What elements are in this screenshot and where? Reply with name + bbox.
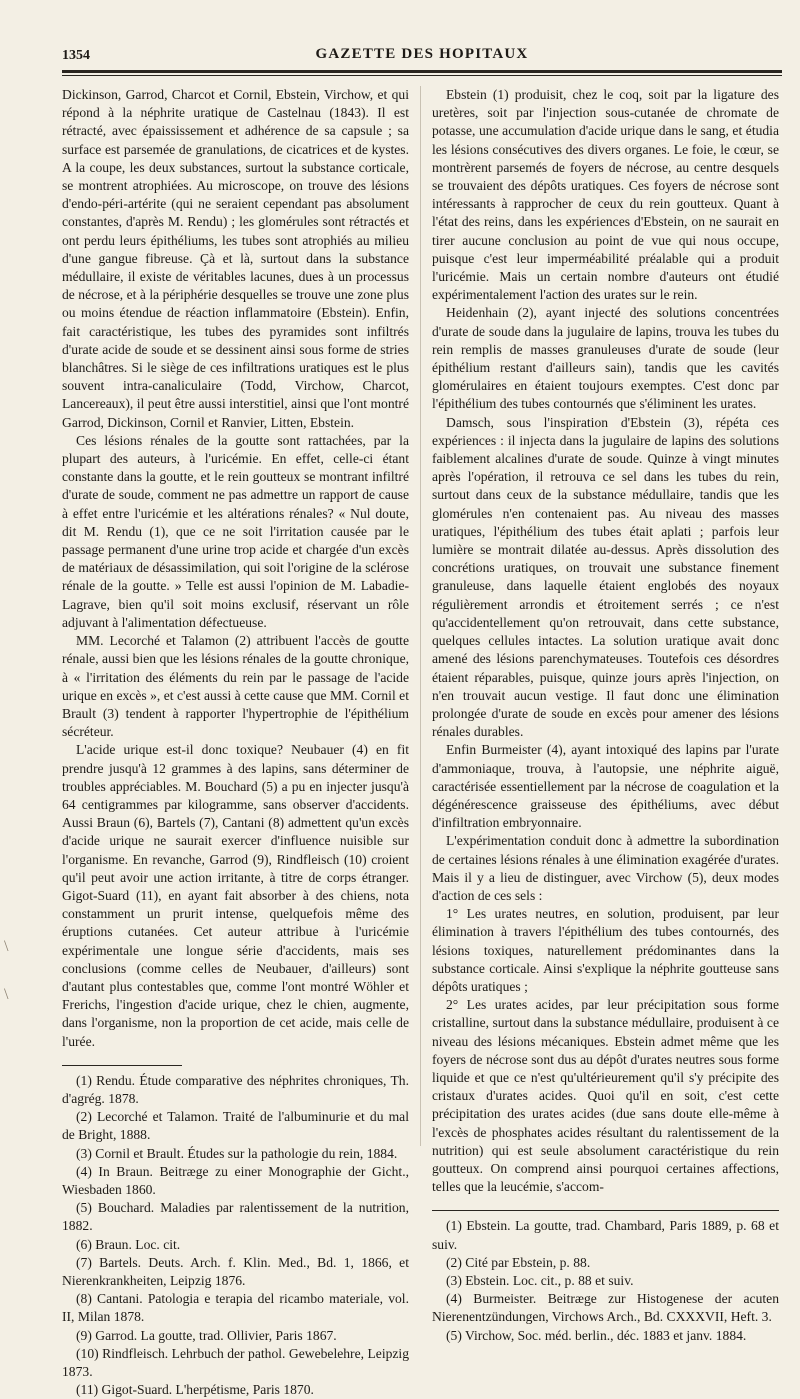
paragraph: Dickinson, Garrod, Charcot et Cornil, Ebstein, Virchow, et qui répond à la néphrite uratique de Castelnau (1843). Il est rétracté, avec épaississement et adhérence de sa capsule ; sa surface est parsemée de granulations, de cicatrices et de kystes. A la coupe, les deux substances, surtout la substance corticale, se montrent atrophiées. Au microscope, on trouve des lésions d'endo-péri-artérite (qui ne seraient cependant pas absolument constantes, d'après M. Rendu) ; les glomérules sont rétractés et ont perdu leurs épithéliums, les tubes sont atrophiés au milieu d'une gangue fibreuse. Çà et là, surtout dans la substance médullaire, il existe de véritables lacunes, dues à un processus de nécrose, et à la périphérie desquelles se trouve une zone plus ou moins étendue de réaction inflammatoire (Ebstein). Enfin, fait caractéristique, les tubes des pyramides sont infiltrés d'urate acide de soude et se dessinent ainsi sous forme de stries blanchâtres. Si le siège de ces infiltrations uratiques est le plus souvent intra-canaliculaire (Todd, Virchow, Charcot, Lancereaux), il peut être aussi interstitiel, ainsi que l'ont montré Garrod, Dickinson, Cornil et Ranvier, Litten, Ebstein.: [62, 87, 409, 430]
paragraph: Heidenhain (2), ayant injecté des solutions concentrées d'urate de soude dans la jugulaire de lapins, trouva les tubes du rein remplis de masses granuleuses d'urate de soude (leur épithélium restant d'ailleurs sain), tandis que les cavités glomérulaires en étaient toujours exemptes. C'est donc par l'épithélium des tubes contournés que s'éliminent les urates.: [432, 305, 779, 412]
paragraph: Enfin Burmeister (4), ayant intoxiqué des lapins par l'urate d'ammoniaque, trouva, à l'autopsie, une néphrite aiguë, caractérisée essentiellement par la nécrose de coagulation et la dégénérescence graisseuse des épithéliums, avec début d'infiltration embryonnaire.: [432, 742, 779, 831]
paragraph: Ebstein (1) produisit, chez le coq, soit par la ligature des uretères, soit par l'injection sous-cutanée de chromate de potasse, une accumulation d'acide urique dans le sang, et étudia les lésions consécutives des divers organes. Le foie, le cœur, se montrèrent parsemés de foyers de nécrose, au centre desquels se trouvaient des dépôts uratiques. Ces foyers de nécrose sont intéressants à rapprocher de ceux du rein goutteux. Quant à l'état des reins, dans les expériences d'Ebstein, on ne saurait en tirer aucune conclusion au point de vue qui nous occupe, puisque c'est leur imperméabilité préalable qui a produit l'uricémie. Mais un certain nombre d'auteurs ont étudié expérimentalement l'action des urates sur le rein.: [432, 87, 779, 303]
running-title: GAZETTE DES HOPITAUX: [315, 46, 529, 62]
paragraph: 1° Les urates neutres, en solution, produisent, par leur élimination à travers l'épithélium des tubes contournés, des lésions toxiques, naturellement prédominantes dans la substance corticale. Ainsi s'explique la néphrite goutteuse sans dépôts uratiques ;: [432, 906, 779, 994]
footnote: (11) Gigot-Suard. L'herpétisme, Paris 1870.: [76, 1382, 314, 1398]
left-column: [62, 86, 409, 1399]
footnote: (4) In Braun. Beitræge zu einer Monographie der Gicht., Wiesbaden 1860.: [62, 1163, 409, 1197]
footnote: (5) Virchow, Soc. méd. berlin., déc. 1883 et janv. 1884.: [446, 1327, 747, 1343]
page-number: 1354: [62, 48, 90, 63]
footnote: (6) Braun. Loc. cit.: [76, 1236, 181, 1252]
page-header: [62, 44, 782, 66]
footnote: (8) Cantani. Patologia e terapia del ricambo materiale, vol. II, Milan 1878.: [62, 1291, 409, 1325]
paragraph: L'expérimentation conduit donc à admettre la subordination de certaines lésions rénales à une élimination exagérée d'urates. Mais il y a lieu de distinguer, avec Virchow (5), deux modes d'action de ces sels :: [432, 833, 779, 903]
header-rule-thick: [62, 70, 782, 73]
margin-pencil-mark: \: [4, 986, 9, 1003]
footnote: (5) Bouchard. Maladies par ralentissement de la nutrition, 1882.: [62, 1200, 409, 1234]
right-column: [432, 86, 779, 1345]
footnotes: [432, 1217, 779, 1344]
footnote: (9) Garrod. La goutte, trad. Ollivier, Paris 1867.: [76, 1327, 337, 1343]
footnote: (10) Rindfleisch. Lehrbuch der pathol. Gewebelehre, Leipzig 1873.: [62, 1345, 409, 1380]
footnote: (2) Lecorché et Talamon. Traité de l'albuminurie et du mal de Bright, 1888.: [62, 1109, 409, 1143]
paragraph: L'acide urique est-il donc toxique? Neubauer (4) en fit prendre jusqu'à 12 grammes à des lapins, sans déterminer de troubles appréciables. M. Bouchard (5) a pu en injecter jusqu'à 64 centigrammes par kilogramme, sans observer d'accidents. Aussi Braun (6), Bartels (7), Cantani (8) admettent qu'un excès d'acide urique ne saurait exercer d'influence nuisible sur l'organisme. En revanche, Garrod (9), Rindfleisch (10) croient qu'il peut avoir une action irritante, à titre de corps étranger. Gigot-Suard (11), en ayant fait absorber à des chiens, nota constamment un prurit intense, quelquefois même des éruptions cutanées. Cet auteur attribue à l'uricémie expérimentale une longue série d'accidents, mais ses conclusions (comme celles de Neubauer, d'ailleurs) sont d'autant plus contestables que, comme l'ont montré Wöhler et Frerichs, l'ingestion d'acide urique, chez le chien, augmente, dans l'organisme, non la proportion de cet acide, mais celle de l'urée.: [62, 742, 409, 1049]
footnotes: [62, 1072, 409, 1399]
footnotes-rule: [432, 1210, 779, 1211]
footnote: (3) Cornil et Brault. Études sur la pathologie du rein, 1884.: [76, 1145, 398, 1161]
paragraph: MM. Lecorché et Talamon (2) attribuent l'accès de goutte rénale, aussi bien que les lésions rénales de la goutte chronique, à « l'irritation des éléments du rein par le passage de l'acide urique en excès », et c'est aussi à cette cause que MM. Cornil et Brault (3) tendent à rapporter l'hypertrophie de l'épithélium sécréteur.: [62, 633, 409, 740]
footnote: (1) Rendu. Étude comparative des néphrites chroniques, Th. d'agrég. 1878.: [62, 1072, 409, 1106]
footnote: (2) Cité par Ebstein, p. 88.: [446, 1254, 591, 1270]
paragraph: Ces lésions rénales de la goutte sont rattachées, par la plupart des auteurs, à l'uricémie. En effet, celle-ci étant constante dans la goutte, et le rein goutteux se montrant infiltré d'urate de soude, comment ne pas admettre un rapport de cause à effet entre l'uricémie et les altérations rénales? « Nul doute, dit M. Rendu (1), que ce ne soit l'irritation causée par le passage permanent d'une urine trop acide et chargée d'un excès de matériaux de désassimilation, qui soit l'origine de la sclérose rénale de la goutte. » Telle est aussi l'opinion de M. Labadie-Lagrave, bien qu'il soit moins exclusif, réservant un rôle adjuvant à l'alimentation défectueuse.: [62, 432, 409, 630]
footnote: (1) Ebstein. La goutte, trad. Chambard, Paris 1889, p. 68 et suiv.: [432, 1218, 779, 1252]
header-rule-thin: [62, 75, 782, 76]
footnotes-rule: [62, 1065, 182, 1066]
footnote: (7) Bartels. Deuts. Arch. f. Klin. Med., Bd. 1, 1866, et Nierenkrankheiten, Leipzig 1876.: [62, 1254, 409, 1288]
paragraph: Damsch, sous l'inspiration d'Ebstein (3), répéta ces expériences : il injecta dans la jugulaire de lapins des solutions faiblement alcalines d'urate de soude. Quinze à vingt minutes après l'opération, il retrouva ce sel dans les tubes du rein, surtout dans ceux de la substance médullaire, tandis que les glomérules n'en contenaient pas. Au niveau des masses uratiques, l'épithélium des tubes était aplati ; parfois leur lumière se montrait dilatée au-dessus. Après dissolution des concrétions uratiques, on trouvait une substance finement granuleuse, dans laquelle étaient englobés des noyaux régulièrement arrondis et étroitement serrés ; ce n'est qu'accidentellement qu'on retrouvait, dans cette substance, quelques cellules intactes. La solution uratique avait donc amené des lésions parenchymateuses. Toutefois ces désordres étaient réparables, puisque, quinze jours après l'injection, on n'en trouvait aucun vestige. Il faut donc une élimination prolongée d'urate de soude en excès pour amener des lésions rénales durables.: [432, 414, 779, 740]
footnote: (3) Ebstein. Loc. cit., p. 88 et suiv.: [446, 1273, 634, 1288]
margin-pencil-mark: \: [4, 938, 9, 955]
column-divider: [420, 86, 421, 1146]
footnote: (4) Burmeister. Beitræge zur Histogenese der acuten Nierenentzündungen, Virchows Arch., Bd. CXXXVII, Heft. 3.: [432, 1291, 779, 1325]
paragraph: 2° Les urates acides, par leur précipitation sous forme cristalline, surtout dans la substance médullaire, produisent à ce niveau des lésions mécaniques. Ebstein admet même que les foyers de nécrose sont dus au dépôt d'urates neutres sous forme liquide et que ce n'est qu'ultérieurement qu'il s'y précipite des cristaux d'urates acides. Quoi qu'il en soit, c'est cette précipitation des urates acides (due sans doute elle-même à l'excès de phosphates acides résultant du ralentissement de la nutrition) qui est seule absolument caractéristique du rein goutteux. On comprend ainsi pourquoi certaines affections, telles que la leucémie, s'accom-: [432, 997, 779, 1195]
